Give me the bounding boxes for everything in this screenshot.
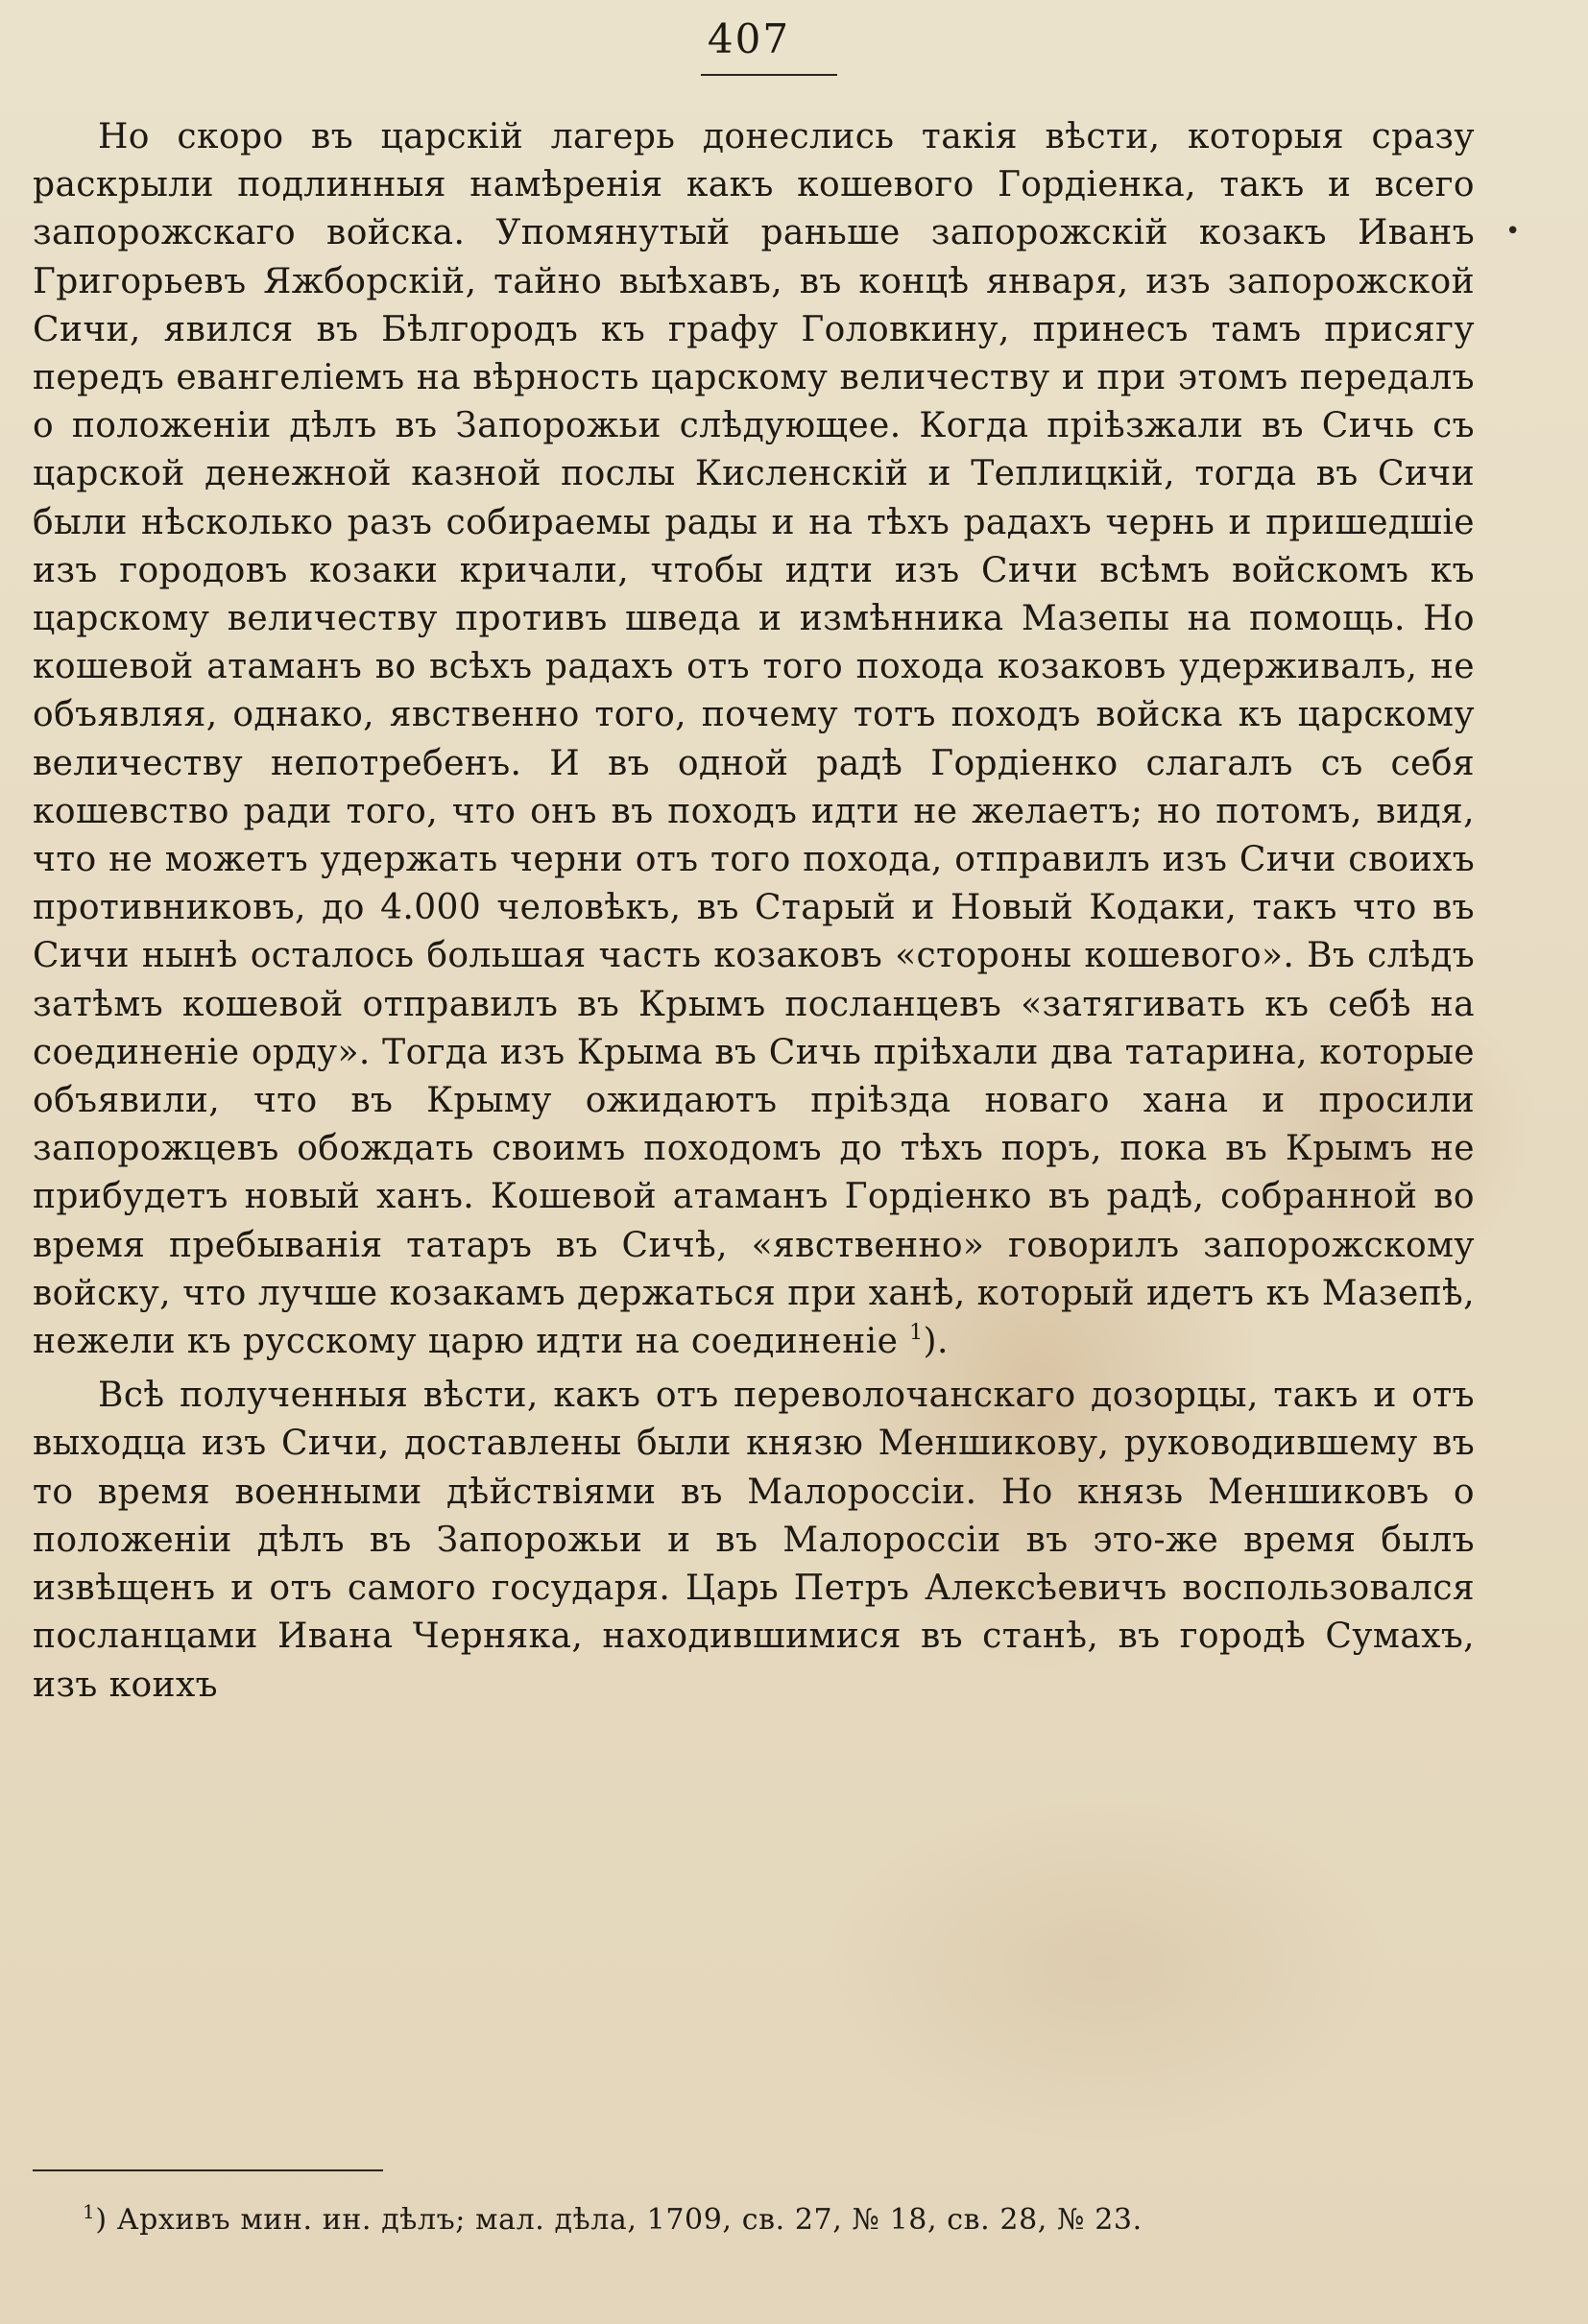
margin-ink-mark: • — [1505, 217, 1521, 246]
header-rule — [701, 74, 837, 76]
footnote-marker-suffix: ) — [95, 2203, 108, 2237]
footnote-rule — [33, 2169, 383, 2171]
page-number: 407 — [707, 15, 791, 62]
paragraph-1 — [33, 113, 1475, 1366]
footnote-text: Архивъ мин. ин. дѣлъ; мал. дѣла, 1709, св. 27, № 18, св. 28, № 23. — [116, 2203, 1143, 2237]
footnote — [83, 2202, 1465, 2239]
footnote-reference-suffix: ). — [923, 1322, 949, 1362]
body-text — [33, 113, 1475, 1710]
paragraph-2: Всѣ полученныя вѣсти, какъ отъ переволочанскаго дозорцы, такъ и отъ выходца изъ Сичи, доставлены были князю Меншикову, руководившему въ то время военными дѣйствіями въ Малороссіи. Но князь Меншиковъ о положеніи дѣлъ въ Запорожьи и въ Малороссіи въ это-же время былъ извѣщенъ и отъ самого государя. Царь Петръ Алексѣевичъ воспользовался посланцами Ивана Черняка, находившимися въ станѣ, въ городѣ Сумахъ, изъ коихъ — [33, 1376, 1475, 1705]
footnote-reference: 1 — [909, 1321, 924, 1346]
footnote-marker: 1 — [83, 2200, 96, 2223]
paragraph-1-text: Но скоро въ царскій лагерь донеслись такія вѣсти, которыя сразу раскрыли подлинныя намѣренія какъ кошевого Гордіенка, такъ и всего запорожскаго войска. Упомянутый раньше запорожскій козакъ Иванъ Григорьевъ Яжборскій, тайно выѣхавъ, въ концѣ января, изъ запорожской Сичи, явился въ Бѣлгородъ къ графу Головкину, принесъ тамъ присягу передъ евангеліемъ на вѣрность царскому величеству и при этомъ передалъ о положеніи дѣлъ въ Запорожьи слѣдующее. Когда пріѣзжали въ Сичь съ царской денежной казной послы Кисленскій и Теплицкій, тогда въ Сичи были нѣсколько разъ собираемы рады и на тѣхъ радахъ чернь и пришедшіе изъ городовъ козаки кричали, чтобы идти изъ Сичи всѣмъ войскомъ къ царскому величеству противъ шведа и измѣнника Мазепы на помощь. Но кошевой атаманъ во всѣхъ радахъ отъ того похода козаковъ удерживалъ, не объявляя, однако, явственно того, почему тотъ походъ войска къ царскому величеству непотребенъ. И въ одной радѣ Гордіенко слагалъ съ себя кошевство ради того, что онъ въ походъ идти не желаетъ; но потомъ, видя, что не можетъ удержать черни отъ того похода, отправилъ изъ Сичи своихъ противниковъ, до 4.000 человѣкъ, въ Старый и Новый Кодаки, такъ что въ Сичи нынѣ осталось большая часть козаковъ «стороны кошевого». Въ слѣдъ затѣмъ кошевой отправилъ въ Крымъ посланцевъ «затягивать къ себѣ на соединеніе орду». Тогда изъ Крыма въ Сичь пріѣхали два татарина, которые объявили, что въ Крыму ожидаютъ пріѣзда новаго хана и просили запорожцевъ обождать своимъ походомъ до тѣхъ поръ, пока въ Крымъ не прибудетъ новый ханъ. Кошевой атаманъ Гордіенко въ радѣ, собранной во время пребыванія татаръ въ Сичѣ, «явственно» говорилъ запорожскому войску, что лучше козакамъ держаться при ханѣ, который идетъ къ Мазепѣ, нежели къ русскому царю идти на соединеніе — [33, 117, 1475, 1362]
